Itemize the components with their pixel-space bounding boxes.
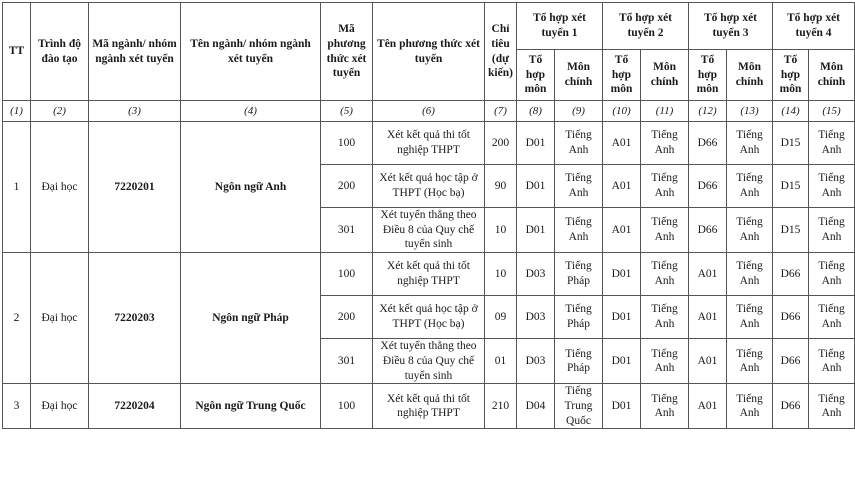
cell-mon-chinh-4: Tiếng Anh <box>809 122 855 165</box>
table-row <box>3 384 855 429</box>
subheader-mon-chinh: Môn chính <box>641 50 689 101</box>
cell-mon-chinh-4: Tiếng Anh <box>809 208 855 253</box>
cell-to-hop-3: A01 <box>689 384 727 429</box>
cell-mon-chinh-1: Tiếng Anh <box>555 122 603 165</box>
index-cell: (5) <box>321 101 373 122</box>
cell-ten-pt: Xét kết quả học tập ở THPT (Học bạ) <box>373 296 485 339</box>
cell-ma-nganh: 7220201 <box>89 122 181 253</box>
cell-ten-pt: Xét kết quả thi tốt nghiệp THPT <box>373 253 485 296</box>
table-row <box>3 253 855 296</box>
cell-chi-tieu: 10 <box>485 208 517 253</box>
cell-chi-tieu: 01 <box>485 339 517 384</box>
cell-to-hop-2: A01 <box>603 165 641 208</box>
cell-ten-pt: Xét kết quả học tập ở THPT (Học bạ) <box>373 165 485 208</box>
cell-to-hop-1: D04 <box>517 384 555 429</box>
cell-to-hop-4: D66 <box>773 253 809 296</box>
cell-ma-pt: 100 <box>321 122 373 165</box>
subheader-to-hop-mon: Tổ hợp môn <box>517 50 555 101</box>
header-row <box>3 3 855 50</box>
index-cell: (11) <box>641 101 689 122</box>
index-cell: (7) <box>485 101 517 122</box>
cell-ma-nganh: 7220203 <box>89 253 181 384</box>
header-to-hop-1: Tổ hợp xét tuyển 1 <box>517 3 603 50</box>
cell-to-hop-2: D01 <box>603 296 641 339</box>
cell-mon-chinh-1: Tiếng Trung Quốc <box>555 384 603 429</box>
cell-mon-chinh-4: Tiếng Anh <box>809 165 855 208</box>
cell-mon-chinh-2: Tiếng Anh <box>641 296 689 339</box>
table-row <box>3 122 855 165</box>
admission-table <box>2 2 855 429</box>
cell-mon-chinh-3: Tiếng Anh <box>727 208 773 253</box>
cell-ten-pt: Xét kết quả thi tốt nghiệp THPT <box>373 122 485 165</box>
cell-ma-pt: 301 <box>321 208 373 253</box>
cell-ma-pt: 100 <box>321 384 373 429</box>
cell-mon-chinh-1: Tiếng Anh <box>555 208 603 253</box>
subheader-mon-chinh: Môn chính <box>555 50 603 101</box>
header-to-hop-3: Tổ hợp xét tuyển 3 <box>689 3 773 50</box>
subheader-mon-chinh: Môn chính <box>727 50 773 101</box>
cell-tt: 2 <box>3 253 31 384</box>
cell-trinh-do: Đại học <box>31 384 89 429</box>
cell-ma-nganh: 7220204 <box>89 384 181 429</box>
cell-chi-tieu: 10 <box>485 253 517 296</box>
cell-tt: 1 <box>3 122 31 253</box>
cell-mon-chinh-3: Tiếng Anh <box>727 296 773 339</box>
index-cell: (3) <box>89 101 181 122</box>
index-cell: (8) <box>517 101 555 122</box>
cell-to-hop-3: D66 <box>689 122 727 165</box>
header-trinh-do: Trình độ đào tạo <box>31 3 89 101</box>
index-cell: (10) <box>603 101 641 122</box>
cell-mon-chinh-2: Tiếng Anh <box>641 384 689 429</box>
cell-trinh-do: Đại học <box>31 253 89 384</box>
cell-mon-chinh-2: Tiếng Anh <box>641 165 689 208</box>
cell-to-hop-3: A01 <box>689 296 727 339</box>
cell-ten-nganh: Ngôn ngữ Trung Quốc <box>181 384 321 429</box>
cell-ten-nganh: Ngôn ngữ Anh <box>181 122 321 253</box>
subheader-mon-chinh: Môn chính <box>809 50 855 101</box>
cell-to-hop-2: A01 <box>603 122 641 165</box>
subheader-to-hop-mon: Tổ hợp môn <box>603 50 641 101</box>
cell-chi-tieu: 90 <box>485 165 517 208</box>
cell-mon-chinh-1: Tiếng Anh <box>555 165 603 208</box>
cell-ten-pt: Xét tuyển thẳng theo Điều 8 của Quy chế tuyển sinh <box>373 208 485 253</box>
header-ten-phuong-thuc: Tên phương thức xét tuyển <box>373 3 485 101</box>
header-chi-tieu: Chỉ tiêu (dự kiến) <box>485 3 517 101</box>
cell-ten-pt: Xét kết quả thi tốt nghiệp THPT <box>373 384 485 429</box>
cell-to-hop-2: D01 <box>603 339 641 384</box>
index-cell: (9) <box>555 101 603 122</box>
cell-to-hop-4: D15 <box>773 165 809 208</box>
index-cell: (2) <box>31 101 89 122</box>
cell-chi-tieu: 09 <box>485 296 517 339</box>
index-cell: (14) <box>773 101 809 122</box>
header-ma-nganh: Mã ngành/ nhóm ngành xét tuyển <box>89 3 181 101</box>
cell-mon-chinh-1: Tiếng Pháp <box>555 253 603 296</box>
cell-mon-chinh-1: Tiếng Pháp <box>555 296 603 339</box>
cell-chi-tieu: 210 <box>485 384 517 429</box>
cell-to-hop-4: D66 <box>773 296 809 339</box>
index-cell: (12) <box>689 101 727 122</box>
cell-trinh-do: Đại học <box>31 122 89 253</box>
cell-mon-chinh-4: Tiếng Anh <box>809 253 855 296</box>
cell-to-hop-3: A01 <box>689 253 727 296</box>
cell-to-hop-4: D15 <box>773 208 809 253</box>
index-cell: (13) <box>727 101 773 122</box>
index-cell: (15) <box>809 101 855 122</box>
cell-mon-chinh-4: Tiếng Anh <box>809 296 855 339</box>
cell-to-hop-3: A01 <box>689 339 727 384</box>
header-to-hop-4: Tổ hợp xét tuyển 4 <box>773 3 855 50</box>
cell-mon-chinh-3: Tiếng Anh <box>727 165 773 208</box>
admission-table-container <box>2 2 855 429</box>
cell-ten-pt: Xét tuyển thẳng theo Điều 8 của Quy chế tuyển sinh <box>373 339 485 384</box>
index-cell: (4) <box>181 101 321 122</box>
cell-ten-nganh: Ngôn ngữ Pháp <box>181 253 321 384</box>
index-cell: (6) <box>373 101 485 122</box>
cell-to-hop-3: D66 <box>689 208 727 253</box>
cell-mon-chinh-2: Tiếng Anh <box>641 208 689 253</box>
header-to-hop-2: Tổ hợp xét tuyển 2 <box>603 3 689 50</box>
cell-to-hop-2: A01 <box>603 208 641 253</box>
header-tt: TT <box>3 3 31 101</box>
cell-ma-pt: 200 <box>321 165 373 208</box>
cell-mon-chinh-3: Tiếng Anh <box>727 253 773 296</box>
cell-to-hop-1: D01 <box>517 122 555 165</box>
cell-to-hop-4: D66 <box>773 339 809 384</box>
cell-to-hop-3: D66 <box>689 165 727 208</box>
cell-to-hop-1: D01 <box>517 165 555 208</box>
cell-to-hop-1: D03 <box>517 253 555 296</box>
header-ma-phuong-thuc: Mã phương thức xét tuyển <box>321 3 373 101</box>
cell-mon-chinh-2: Tiếng Anh <box>641 253 689 296</box>
cell-mon-chinh-4: Tiếng Anh <box>809 384 855 429</box>
cell-chi-tieu: 200 <box>485 122 517 165</box>
cell-mon-chinh-2: Tiếng Anh <box>641 339 689 384</box>
cell-ma-pt: 100 <box>321 253 373 296</box>
cell-to-hop-4: D66 <box>773 384 809 429</box>
index-row <box>3 101 855 122</box>
cell-mon-chinh-1: Tiếng Pháp <box>555 339 603 384</box>
subheader-to-hop-mon: Tổ hợp môn <box>773 50 809 101</box>
cell-ma-pt: 200 <box>321 296 373 339</box>
cell-mon-chinh-3: Tiếng Anh <box>727 122 773 165</box>
cell-tt: 3 <box>3 384 31 429</box>
cell-to-hop-1: D03 <box>517 296 555 339</box>
cell-to-hop-1: D01 <box>517 208 555 253</box>
cell-mon-chinh-3: Tiếng Anh <box>727 339 773 384</box>
cell-ma-pt: 301 <box>321 339 373 384</box>
cell-to-hop-2: D01 <box>603 384 641 429</box>
header-ten-nganh: Tên ngành/ nhóm ngành xét tuyển <box>181 3 321 101</box>
cell-to-hop-4: D15 <box>773 122 809 165</box>
cell-mon-chinh-4: Tiếng Anh <box>809 339 855 384</box>
cell-mon-chinh-3: Tiếng Anh <box>727 384 773 429</box>
subheader-to-hop-mon: Tổ hợp môn <box>689 50 727 101</box>
cell-to-hop-1: D03 <box>517 339 555 384</box>
cell-mon-chinh-2: Tiếng Anh <box>641 122 689 165</box>
cell-to-hop-2: D01 <box>603 253 641 296</box>
index-cell: (1) <box>3 101 31 122</box>
